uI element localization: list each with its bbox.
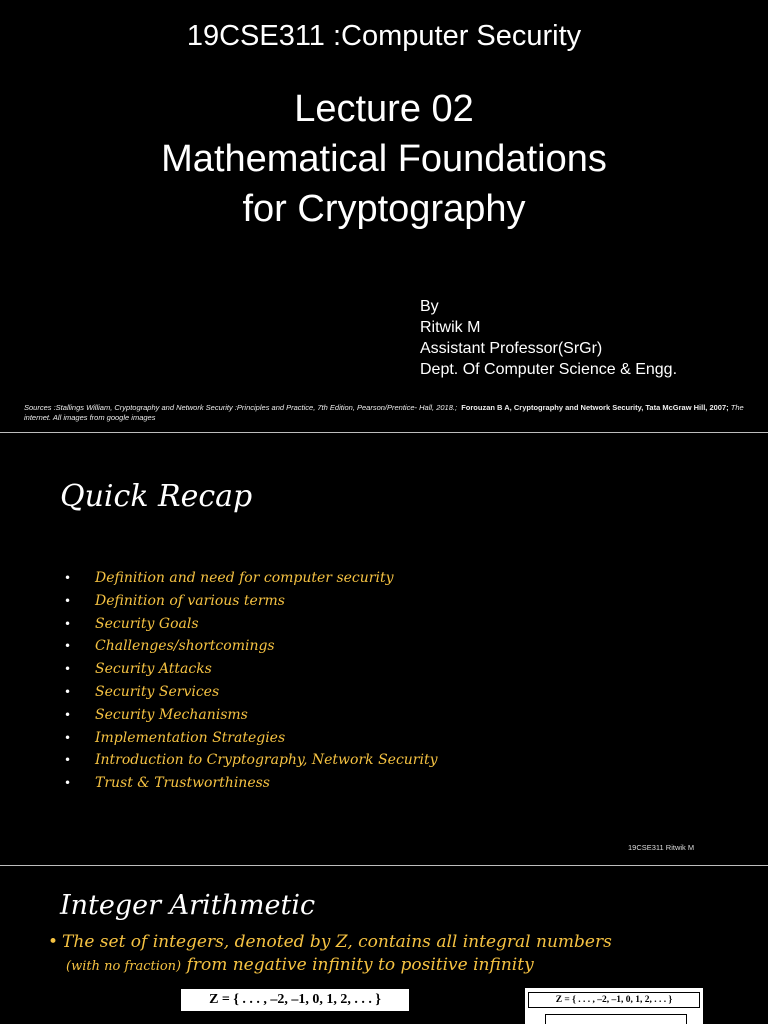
bullet-icon: • [64, 639, 72, 654]
list-item [64, 727, 438, 750]
list-item [64, 658, 438, 681]
list-item [64, 772, 438, 795]
sources-bold: Forouzan B A, Cryptography and Network Security, Tata McGraw Hill, 2007; [461, 403, 729, 412]
integer-title: Integer Arithmetic [60, 890, 316, 921]
bullet-icon: • [64, 776, 72, 791]
list-item [64, 704, 438, 727]
list-item [64, 635, 438, 658]
list-item [64, 681, 438, 704]
recap-slide [0, 433, 768, 865]
lecture-title-line: Lecture 02 [294, 88, 474, 130]
author-line: Assistant Professor(SrGr) [420, 340, 603, 357]
lecture-title [0, 84, 768, 234]
sources-tail: The internet. All images from google images [24, 403, 744, 422]
list-item-text: Definition and need for computer security [95, 570, 394, 586]
author-line: By [420, 298, 439, 315]
list-item-text: Trust & Trustworthiness [95, 775, 270, 792]
list-item-text: Introduction to Cryptography, Network Security [95, 752, 438, 769]
list-item-text: Security Mechanisms [95, 706, 248, 723]
slide-footer: 19CSE311 Ritwik M [628, 843, 695, 852]
bullet-icon: • [64, 730, 72, 745]
bullet-icon: • [64, 753, 72, 768]
list-item-text: Security Attacks [95, 661, 212, 678]
list-item-text: Security Goals [95, 615, 199, 632]
list-item-text: Implementation Strategies [95, 729, 286, 746]
integer-set-figure-label: Z = { . . . , –2, –1, 0, 1, 2, . . . } [528, 992, 700, 1008]
integer-set-image: Z = { . . . , –2, –1, 0, 1, 2, . . . } [181, 989, 409, 1011]
list-item-text: Security Services [95, 683, 220, 700]
bullet-icon: • [64, 616, 72, 631]
number-line-icon [545, 1014, 687, 1024]
integer-definition-text: The set of integers, denoted by Z, contains all integral numbers [62, 932, 612, 952]
list-item [64, 590, 438, 613]
bullet-icon: • [64, 707, 72, 722]
bullet-icon: • [64, 662, 72, 677]
integer-definition-line [48, 932, 612, 952]
recap-title: Quick Recap [60, 479, 253, 514]
title-slide [0, 0, 768, 432]
list-item [64, 749, 438, 772]
integer-note-small: (with no fraction) [66, 959, 182, 974]
lecture-title-line: for Cryptography [242, 188, 526, 230]
integer-note-big: from negative infinity to positive infinity [181, 955, 534, 975]
bullet-icon: • [64, 571, 72, 585]
lecture-title-line: Mathematical Foundations [161, 138, 607, 180]
list-item [64, 567, 438, 590]
list-item [64, 613, 438, 636]
list-item-text: Definition of various terms [95, 592, 285, 609]
bullet-icon: • [48, 932, 59, 952]
bullet-icon: • [64, 684, 72, 699]
course-code: 19CSE311 :Computer Security [186, 20, 582, 52]
sources-italic: Sources :Stallings William, Cryptography and Network Security :Principles and Practice, 7th Edition, Pearson/Prentice- Hall, 2018.; [24, 403, 458, 412]
integer-definition-line-2 [66, 955, 534, 975]
integer-set-figure [525, 988, 703, 1024]
sources-note [24, 403, 744, 423]
recap-list [64, 567, 438, 795]
author-line: Ritwik M [420, 319, 481, 336]
author-line: Dept. Of Computer Science & Engg. [420, 361, 678, 378]
integer-slide [0, 866, 768, 1024]
list-item-text: Challenges/shortcomings [95, 638, 275, 655]
bullet-icon: • [64, 593, 72, 608]
author-block [420, 296, 677, 380]
